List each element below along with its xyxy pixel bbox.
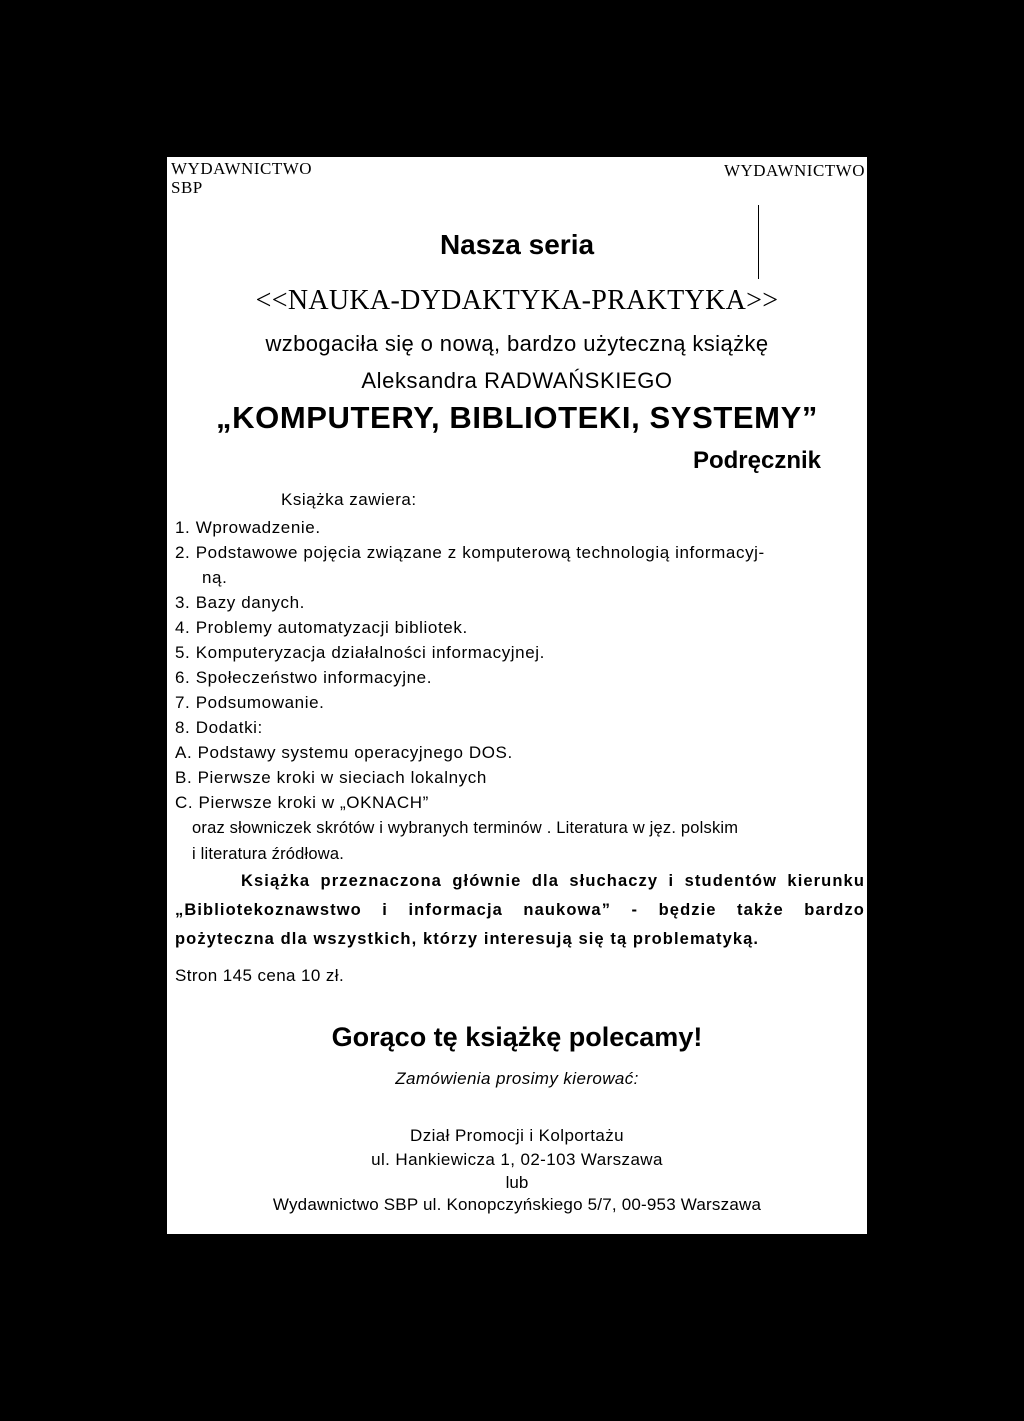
contents-extra-line: i literatura źródłowa. [192, 845, 345, 863]
address-street: ul. Hankiewicza 1, 02-103 Warszawa [371, 1150, 663, 1169]
toc-item: C. Pierwsze kroki w „OKNACH” [175, 793, 429, 812]
series-name: <<NAUKA-DYDAKTYKA-PRAKTYKA>> [255, 285, 779, 316]
address-or: lub [505, 1173, 529, 1192]
publisher-label-right: WYDAWNICTWO [723, 161, 865, 180]
toc-item: A. Podstawy systemu operacyjnego DOS. [175, 743, 513, 762]
flyer-page [166, 156, 868, 1235]
toc-item: 1. Wprowadzenie. [175, 518, 321, 537]
toc-item: 4. Problemy automatyzacji bibliotek. [175, 618, 468, 637]
series-heading: Nasza seria [439, 229, 595, 260]
book-description [175, 867, 865, 954]
publisher-label-left: WYDAWNICTWO SBP [171, 159, 313, 197]
address-department: Dział Promocji i Kolportażu [410, 1126, 624, 1145]
toc-item: 5. Komputeryzacja działalności informacyjnej. [175, 643, 545, 662]
toc-item: 3. Bazy danych. [175, 593, 305, 612]
toc-item: B. Pierwsze kroki w sieciach lokalnych [175, 768, 487, 787]
page-count-price: Stron 145 cena 10 zł. [175, 966, 345, 985]
toc-item: ną. [202, 568, 228, 587]
address-publisher: Wydawnictwo SBP ul. Konopczyńskiego 5/7, 00-953 Warszawa [272, 1195, 762, 1214]
author-name: Aleksandra RADWAŃSKIEGO [361, 368, 673, 393]
recommendation-heading: Gorąco tę książkę polecamy! [331, 1022, 703, 1052]
contents-label: Książka zawiera: [281, 490, 417, 509]
toc-item: 8. Dodatki: [175, 718, 263, 737]
contents-extra-line: oraz słowniczek skrótów i wybranych terminów . Literatura w jęz. polskim [192, 819, 739, 837]
description-text: Książka przeznaczona głównie dla słuchaczy i studentów kierunku „Bibliotekoznawstwo i informacja naukowa” - będzie także bardzo pożyteczna dla wszystkich, którzy interesują się tą problematyką. [175, 872, 865, 948]
toc-item: 6. Społeczeństwo informacyjne. [175, 668, 433, 687]
table-of-contents [175, 515, 855, 815]
enriched-text: wzbogaciła się o nową, bardzo użyteczną książkę [265, 331, 769, 356]
orders-label: Zamówienia prosimy kierować: [395, 1069, 639, 1088]
toc-item: 7. Podsumowanie. [175, 693, 325, 712]
toc-item: 2. Podstawowe pojęcia związane z komputerową technologią informacyj- [175, 543, 765, 562]
contents-extra [192, 815, 868, 867]
book-type: Podręcznik [692, 447, 821, 474]
book-title: „KOMPUTERY, BIBLIOTEKI, SYSTEMY” [216, 400, 818, 435]
